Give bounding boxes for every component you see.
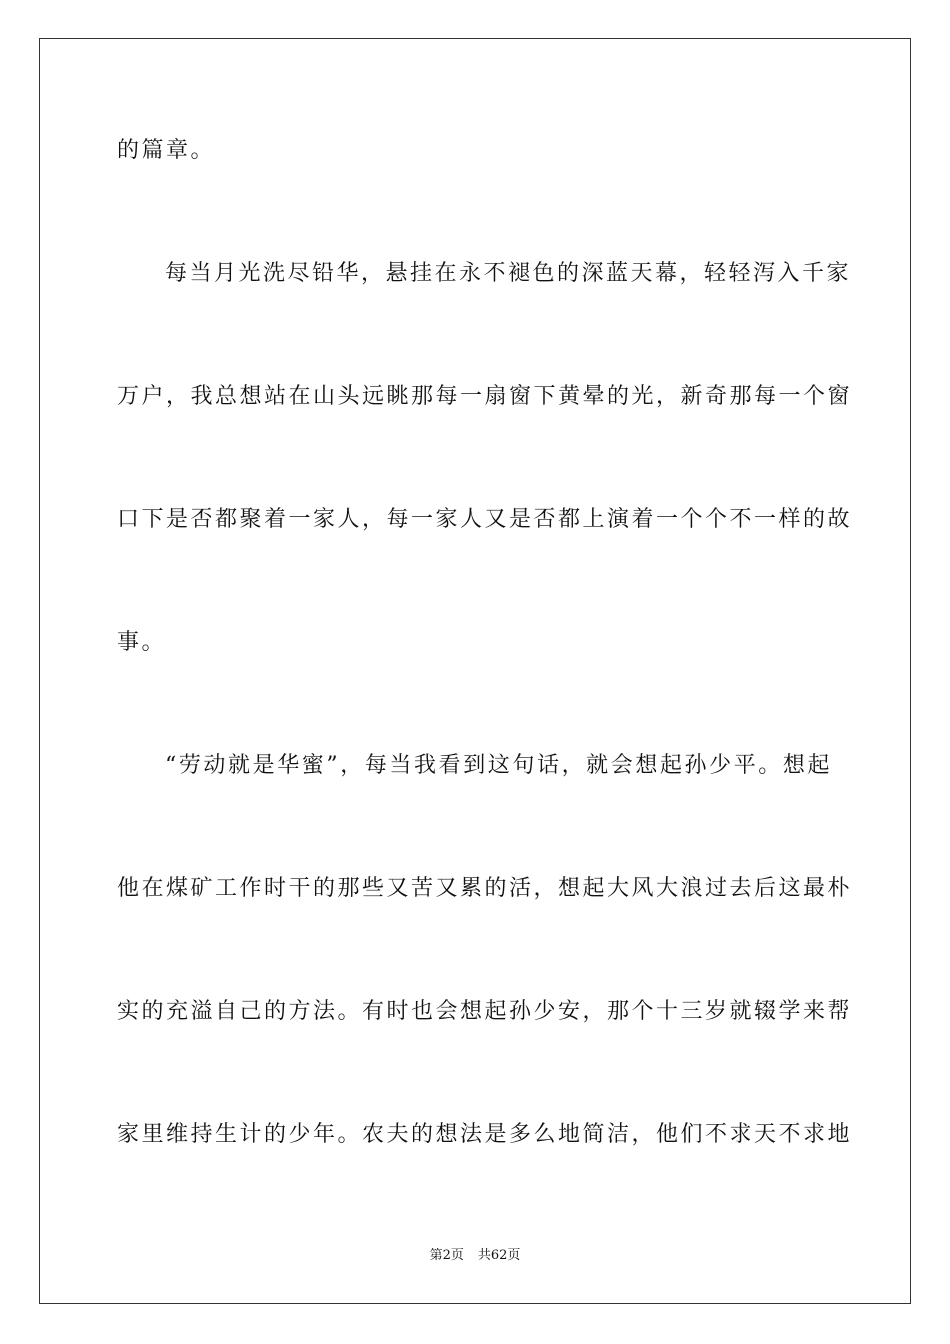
text-line-4: 口下是否都聚着一家人，每一家人又是否都上演着一个个不一样的故: [117, 507, 853, 532]
text-line-9: 家里维持生计的少年。农夫的想法是多么地简洁，他们不求天不求地: [117, 1122, 853, 1147]
text-line-5: 事。: [117, 630, 167, 655]
page-number-total: 共62页: [477, 1248, 521, 1263]
page-number-current: 第2页: [429, 1248, 464, 1263]
text-line-3: 万户，我总想站在山头远眺那每一扇窗下黄晕的光，新奇那每一个窗: [117, 384, 853, 409]
text-line-1: 的篇章。: [117, 138, 216, 163]
page-border: [39, 38, 911, 1304]
page-footer: [0, 1248, 950, 1264]
text-line-2: 每当月光洗尽铅华，悬挂在永不褪色的深蓝天幕，轻轻泻入千家: [165, 261, 852, 286]
text-line-6: “劳动就是华蜜”，每当我看到这句话，就会想起孙少平。想起: [165, 753, 832, 778]
text-line-8: 实的充溢自己的方法。有时也会想起孙少安，那个十三岁就辍学来帮: [117, 999, 853, 1024]
text-line-7: 他在煤矿工作时干的那些又苦又累的活，想起大风大浪过去后这最朴: [117, 876, 853, 901]
